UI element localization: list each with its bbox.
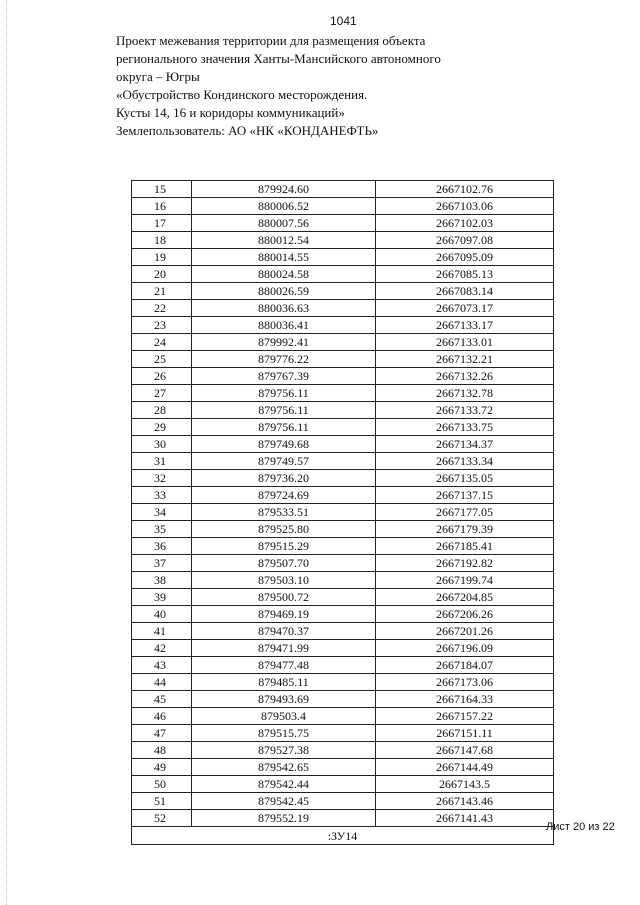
table-row [132,776,554,793]
y-coordinate-cell: 2667133.72 [376,402,554,419]
point-number-cell: 32 [132,470,192,487]
scan-margin-line [6,0,8,905]
x-coordinate-cell: 880036.63 [192,300,376,317]
y-coordinate-cell: 2667083.14 [376,283,554,300]
y-coordinate-cell: 2667085.13 [376,266,554,283]
x-coordinate-cell: 880024.58 [192,266,376,283]
table-row [132,793,554,810]
x-coordinate-cell: 879749.57 [192,453,376,470]
header-line: округа – Югры [116,69,200,84]
y-coordinate-cell: 2667147.68 [376,742,554,759]
x-coordinate-cell: 879500.72 [192,589,376,606]
y-coordinate-cell: 2667151.11 [376,725,554,742]
x-coordinate-cell: 879736.20 [192,470,376,487]
y-coordinate-cell: 2667133.01 [376,334,554,351]
x-coordinate-cell: 879515.29 [192,538,376,555]
point-number-cell: 42 [132,640,192,657]
point-number-cell: 37 [132,555,192,572]
table-row [132,691,554,708]
point-number-cell: 43 [132,657,192,674]
y-coordinate-cell: 2667144.49 [376,759,554,776]
y-coordinate-cell: 2667102.76 [376,181,554,198]
x-coordinate-cell: 880026.59 [192,283,376,300]
y-coordinate-cell: 2667133.34 [376,453,554,470]
header-line: Кусты 14, 16 и коридоры коммуникаций» [116,105,345,120]
point-number-cell: 21 [132,283,192,300]
x-coordinate-cell: 879525.80 [192,521,376,538]
table-row [132,402,554,419]
x-coordinate-cell: 879485.11 [192,674,376,691]
table-row [132,317,554,334]
point-number-cell: 25 [132,351,192,368]
table-row [132,589,554,606]
x-coordinate-cell: 880006.52 [192,198,376,215]
x-coordinate-cell: 879515.75 [192,725,376,742]
x-coordinate-cell: 879533.51 [192,504,376,521]
x-coordinate-cell: 879542.45 [192,793,376,810]
y-coordinate-cell: 2667185.41 [376,538,554,555]
y-coordinate-cell: 2667164.33 [376,691,554,708]
table-row [132,521,554,538]
point-number-cell: 28 [132,402,192,419]
x-coordinate-cell: 879503.10 [192,572,376,589]
table-row [132,538,554,555]
point-number-cell: 22 [132,300,192,317]
coordinates-table [131,180,554,845]
table-row [132,283,554,300]
y-coordinate-cell: 2667135.05 [376,470,554,487]
header-line: Землепользователь: АО «НК «КОНДАНЕФТЬ» [116,123,379,138]
point-number-cell: 52 [132,810,192,827]
table-row [132,215,554,232]
table-row [132,368,554,385]
table-row [132,453,554,470]
x-coordinate-cell: 879503.4 [192,708,376,725]
point-number-cell: 15 [132,181,192,198]
table-row [132,198,554,215]
document-header [116,32,476,140]
table-row [132,572,554,589]
x-coordinate-cell: 879992.41 [192,334,376,351]
x-coordinate-cell: 879507.70 [192,555,376,572]
y-coordinate-cell: 2667179.39 [376,521,554,538]
y-coordinate-cell: 2667137.15 [376,487,554,504]
x-coordinate-cell: 879542.65 [192,759,376,776]
x-coordinate-cell: 879527.38 [192,742,376,759]
table-row [132,436,554,453]
y-coordinate-cell: 2667103.06 [376,198,554,215]
header-line: «Обустройство Кондинского месторождения. [116,87,368,102]
point-number-cell: 23 [132,317,192,334]
x-coordinate-cell: 879756.11 [192,419,376,436]
point-number-cell: 24 [132,334,192,351]
y-coordinate-cell: 2667201.26 [376,623,554,640]
y-coordinate-cell: 2667157.22 [376,708,554,725]
point-number-cell: 51 [132,793,192,810]
y-coordinate-cell: 2667095.09 [376,249,554,266]
table-row [132,351,554,368]
y-coordinate-cell: 2667132.78 [376,385,554,402]
point-number-cell: 17 [132,215,192,232]
y-coordinate-cell: 2667102.03 [376,215,554,232]
table-row [132,555,554,572]
x-coordinate-cell: 879756.11 [192,402,376,419]
point-number-cell: 30 [132,436,192,453]
point-number-cell: 39 [132,589,192,606]
coordinates-table-body [132,181,554,827]
x-coordinate-cell: 879756.11 [192,385,376,402]
point-number-cell: 48 [132,742,192,759]
y-coordinate-cell: 2667177.05 [376,504,554,521]
point-number-cell: 40 [132,606,192,623]
table-row [132,674,554,691]
x-coordinate-cell: 880007.56 [192,215,376,232]
sheet-label: Лист 20 из 22 [546,821,615,833]
y-coordinate-cell: 2667073.17 [376,300,554,317]
point-number-cell: 34 [132,504,192,521]
x-coordinate-cell: 879552.19 [192,810,376,827]
point-number-cell: 29 [132,419,192,436]
table-row [132,640,554,657]
table-row [132,759,554,776]
page-number: 1041 [330,14,357,28]
x-coordinate-cell: 879470.37 [192,623,376,640]
point-number-cell: 38 [132,572,192,589]
table-row [132,487,554,504]
y-coordinate-cell: 2667133.17 [376,317,554,334]
y-coordinate-cell: 2667196.09 [376,640,554,657]
header-line: регионального значения Ханты-Мансийского автономного [116,51,441,66]
y-coordinate-cell: 2667132.21 [376,351,554,368]
point-number-cell: 16 [132,198,192,215]
point-number-cell: 45 [132,691,192,708]
point-number-cell: 44 [132,674,192,691]
point-number-cell: 49 [132,759,192,776]
point-number-cell: 31 [132,453,192,470]
x-coordinate-cell: 879776.22 [192,351,376,368]
table-row [132,742,554,759]
y-coordinate-cell: 2667097.08 [376,232,554,249]
table-row [132,266,554,283]
y-coordinate-cell: 2667134.37 [376,436,554,453]
table-row [132,708,554,725]
point-number-cell: 50 [132,776,192,793]
x-coordinate-cell: 879493.69 [192,691,376,708]
y-coordinate-cell: 2667199.74 [376,572,554,589]
y-coordinate-cell: 2667133.75 [376,419,554,436]
point-number-cell: 33 [132,487,192,504]
point-number-cell: 46 [132,708,192,725]
table-row [132,470,554,487]
table-row [132,249,554,266]
point-number-cell: 41 [132,623,192,640]
table-row [132,725,554,742]
y-coordinate-cell: 2667192.82 [376,555,554,572]
table-row [132,504,554,521]
x-coordinate-cell: 879477.48 [192,657,376,674]
x-coordinate-cell: 879924.60 [192,181,376,198]
table-row [132,181,554,198]
header-line: Проект межевания территории для размещения объекта [116,33,426,48]
table-row [132,385,554,402]
y-coordinate-cell: 2667143.46 [376,793,554,810]
point-number-cell: 26 [132,368,192,385]
table-footer-row [132,827,554,845]
point-number-cell: 36 [132,538,192,555]
table-row [132,810,554,827]
table-row [132,419,554,436]
y-coordinate-cell: 2667141.43 [376,810,554,827]
x-coordinate-cell: 879471.99 [192,640,376,657]
y-coordinate-cell: 2667132.26 [376,368,554,385]
point-number-cell: 19 [132,249,192,266]
y-coordinate-cell: 2667143.5 [376,776,554,793]
table-row [132,657,554,674]
table-row [132,300,554,317]
y-coordinate-cell: 2667204.85 [376,589,554,606]
point-number-cell: 18 [132,232,192,249]
x-coordinate-cell: 880012.54 [192,232,376,249]
land-plot-label: :ЗУ14 [132,827,554,845]
point-number-cell: 27 [132,385,192,402]
point-number-cell: 47 [132,725,192,742]
x-coordinate-cell: 879724.69 [192,487,376,504]
table-row [132,334,554,351]
x-coordinate-cell: 879469.19 [192,606,376,623]
x-coordinate-cell: 879767.39 [192,368,376,385]
y-coordinate-cell: 2667173.06 [376,674,554,691]
table-row [132,623,554,640]
table-row [132,232,554,249]
x-coordinate-cell: 880036.41 [192,317,376,334]
x-coordinate-cell: 879542.44 [192,776,376,793]
x-coordinate-cell: 880014.55 [192,249,376,266]
y-coordinate-cell: 2667206.26 [376,606,554,623]
table-row [132,606,554,623]
point-number-cell: 35 [132,521,192,538]
x-coordinate-cell: 879749.68 [192,436,376,453]
point-number-cell: 20 [132,266,192,283]
y-coordinate-cell: 2667184.07 [376,657,554,674]
